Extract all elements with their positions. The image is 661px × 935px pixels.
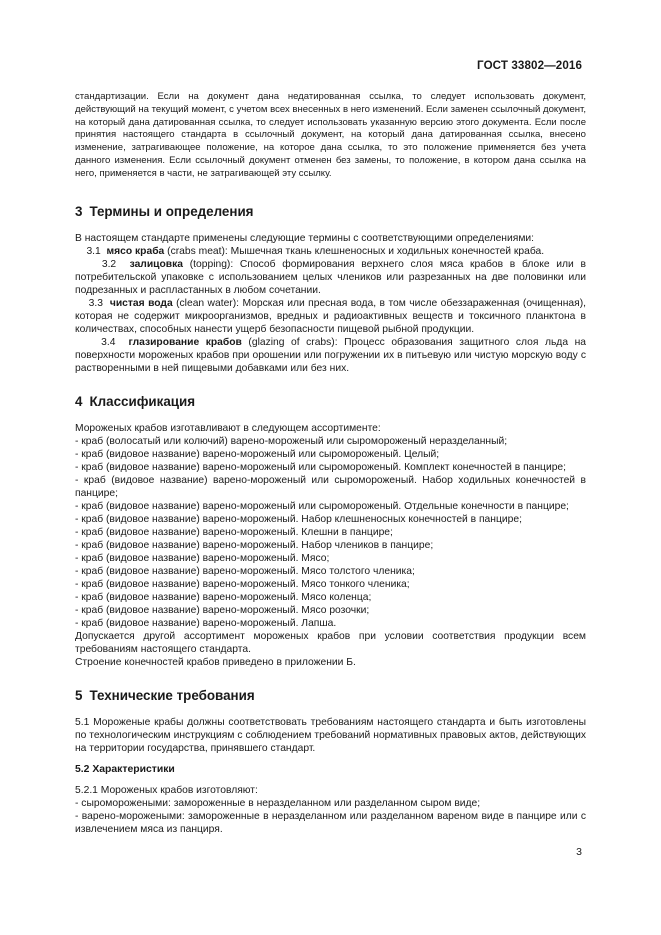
section-3-lead: В настоящем стандарте применены следующие термины с соответствующими определениями: [75,232,535,244]
term-name: глазирование крабов [128,336,242,348]
section-4-note-1: Допускается другой ассортимент мороженых крабов при условии соответствия продукции всем требованиям настоящего стандарта. [75,630,586,655]
clause-5-1: 5.1 Мороженые крабы должны соответствовать требованиям настоящего стандарта и быть изготовлены по технологическим инструкциям с соблюдением требований нормативных правовых актов, действующих на территории государства, принявшего стандарт. [75,716,586,754]
section-5-title: Технические требования [89,687,255,703]
list-item: - краб (видовое название) варено-мороженый или сыромороженый. Отдельные конечности в панцире; [75,500,569,512]
section-3-title: Термины и определения [89,203,254,219]
list-item: - краб (видовое название) варено-мороженый. Клешни в панцире; [75,526,393,538]
list-item: - сыроморожеными: замороженные в неразделанном или разделанном сыром виде; [75,797,481,809]
list-item: - краб (видовое название) варено-мороженый. Набор члеников в панцире; [75,539,434,551]
list-item: - краб (видовое название) варено-мороженый или сыромороженый. Целый; [75,448,440,460]
section-3-heading [75,204,586,219]
term-definition: (glazing of crabs): Процесс образования защитного слоя льда на поверхности мороженых крабов при орошении или погружении их в питьевую или чистую морскую воду с растворенными в ней пищевыми добавками или без них. [75,336,586,374]
list-item: - краб (видовое название) варено-мороженый. Мясо тонкого членика; [75,578,410,590]
list-item: - краб (видовое название) варено-мороженый. Мясо розочки; [75,604,370,616]
term-number: 3.4 [101,336,116,348]
clause-5-2-1: 5.2.1 Мороженых крабов изготовляют: [75,784,258,796]
document-body [75,91,586,836]
term-3-3 [75,297,586,336]
standard-header: ГОСТ 33802—2016 [477,59,582,72]
list-item: - краб (волосатый или колючий) варено-мороженый или сыромороженый неразделанный; [75,435,508,447]
list-item: - краб (видовое название) варено-мороженый. Мясо; [75,552,330,564]
list-item: - краб (видовое название) варено-мороженый или сыромороженый. Комплект конечностей в панцире; [75,461,567,473]
term-3-4 [75,336,586,375]
term-name: чистая вода [109,297,173,309]
term-name: мясо краба [106,245,165,257]
term-number: 3.1 [86,245,101,257]
subsection-5-2-heading: 5.2 Характеристики [75,763,175,775]
term-definition: (crabs meat): Мышечная ткань клешненосных и ходильных конечностей краба. [164,245,545,257]
list-item: - краб (видовое название) варено-мороженый. Мясо толстого членика; [75,565,415,577]
section-3-number: 3 [75,203,83,219]
list-item: - краб (видовое название) варено-мороженый или сыромороженый. Набор ходильных конечностей в панцире; [75,474,586,499]
list-item: - варено-морожеными: замороженные в неразделанном или разделанном вареном виде в панцире или с извлечением мяса из панциря. [75,810,586,835]
term-3-2 [75,258,586,297]
term-3-1 [75,245,586,258]
section-4-heading [75,394,586,409]
list-item: - краб (видовое название) варено-мороженый. Мясо коленца; [75,591,372,603]
section-4-number: 4 [75,393,83,409]
section-5-heading [75,688,586,703]
section-5-number: 5 [75,687,83,703]
list-item: - краб (видовое название) варено-мороженый. Набор клешненосных конечностей в панцире; [75,513,522,525]
term-number: 3.3 [88,297,103,309]
term-number: 3.2 [101,258,117,270]
section-4-note-2: Строение конечностей крабов приведено в приложении Б. [75,656,356,668]
intro-paragraph: стандартизации. Если на документ дана недатированная ссылка, то следует использовать документ, действующий на текущий момент, с учетом всех внесенных в него изменений. Если заменен ссылочный документ, на который дана датированная ссылка, то следует использовать указанную версию этого документа. Если после принятия настоящего стандарта в ссылочный документ, на который дана датированная ссылка, внесено изменение, затрагивающее положение, на которое дана ссылка, то это положение применяется без учета данного изменения. Если ссылочный документ отменен без замены, то положение, в котором дана ссылка на него, применяется в части, не затрагивающей эту ссылку. [75,91,586,179]
page-number: 3 [576,846,582,858]
term-definition: (topping): Способ формирования верхнего слоя мяса крабов в блоке или в потребительской упаковке с использованием целых члеников или разрезанных на две половинки или подрезанных и распластанных в любом сочетании. [75,258,586,296]
term-name: залицовка [129,258,184,270]
term-definition: (clean water): Морская или пресная вода, в том числе обеззараженная (очищенная), которая не содержит микроорганизмов, вредных и радиоактивных веществ и токсичного планктона в количествах, способных нанести ущерб безопасности пищевой рыбной продукции. [75,297,586,335]
section-4-lead: Мороженых крабов изготавливают в следующем ассортименте: [75,422,381,434]
section-4-title: Классификация [89,393,196,409]
list-item: - краб (видовое название) варено-мороженый. Лапша. [75,617,337,629]
